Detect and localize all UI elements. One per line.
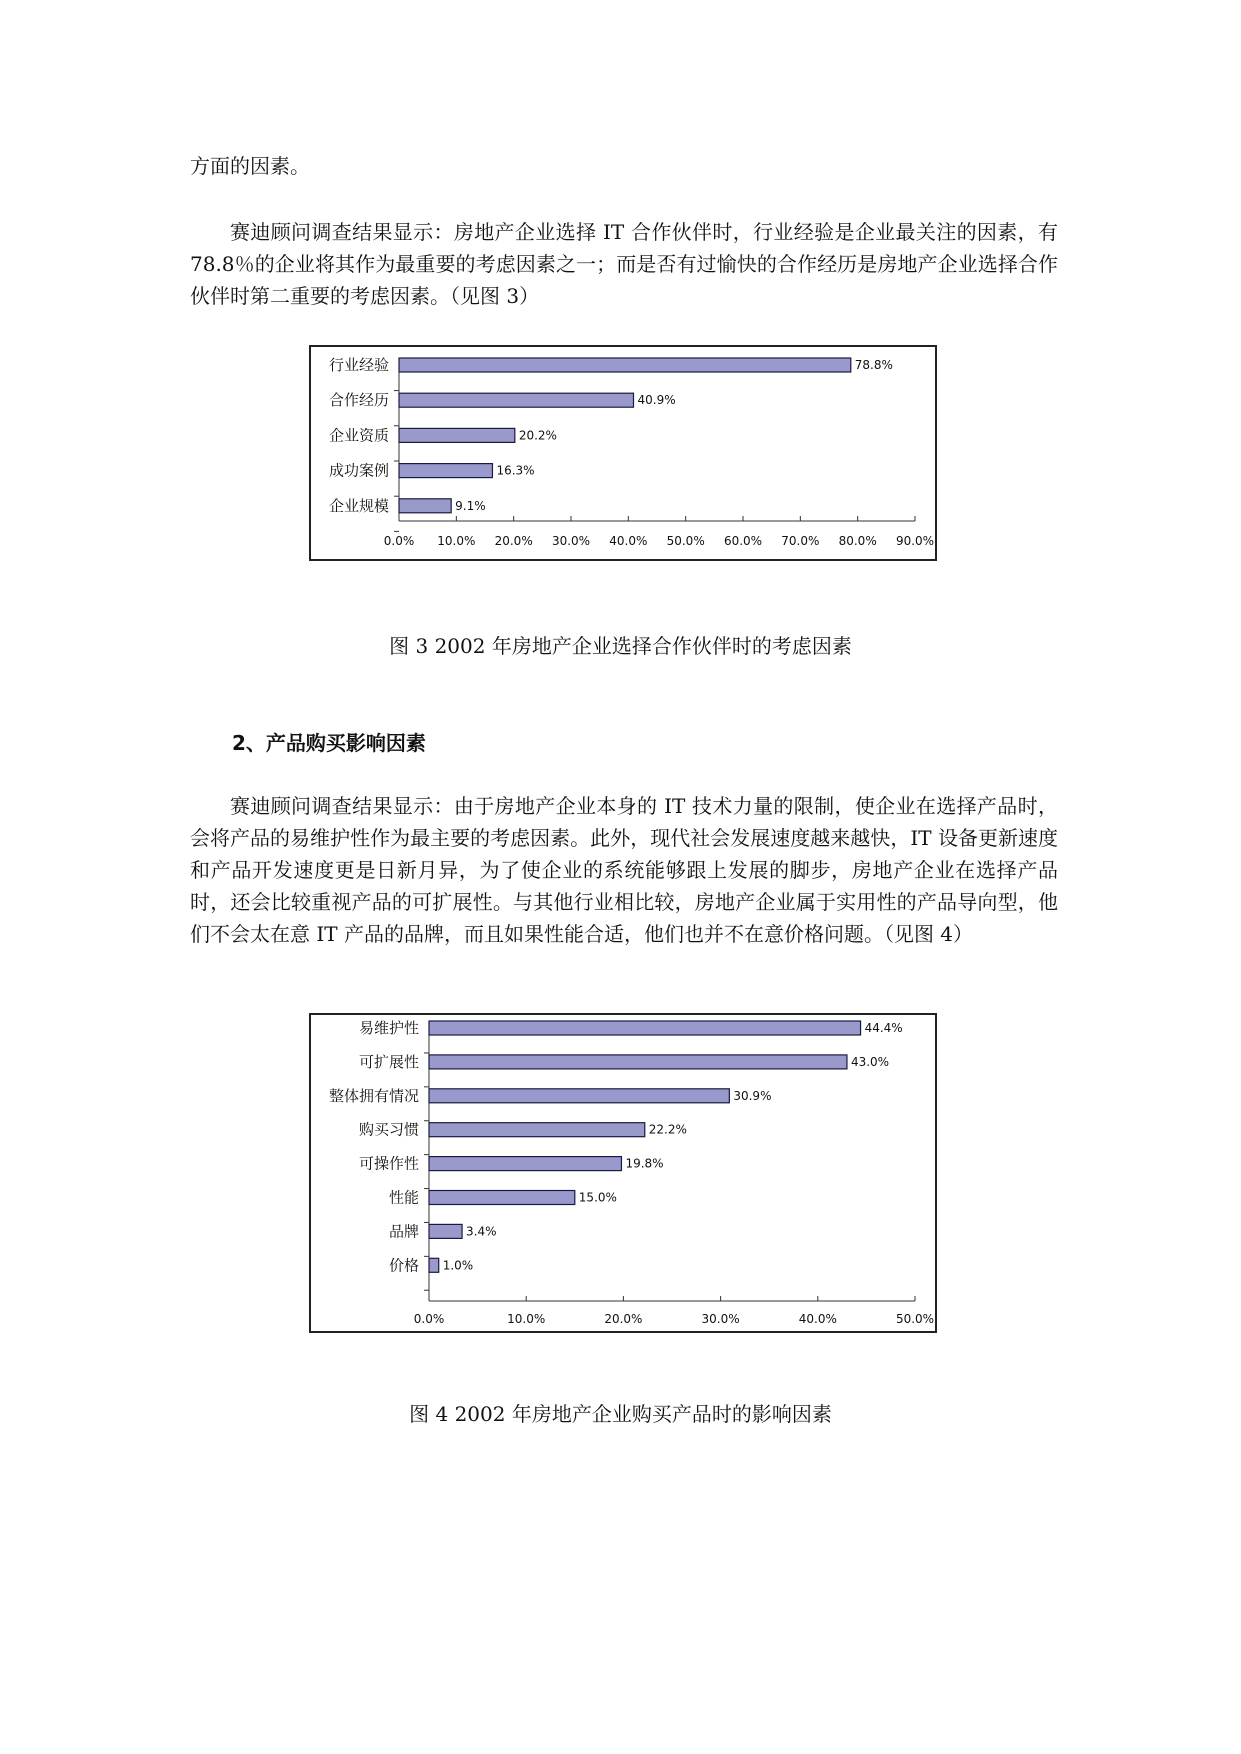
category-label: 购买习惯 [358, 1120, 419, 1139]
data-label: 9.1% [455, 498, 486, 513]
figure-3-caption: 图 3 2002 年房地产企业选择合作伙伴时的考虑因素 [389, 634, 852, 658]
data-label: 78.8% [854, 358, 893, 372]
category-label: 可操作性 [358, 1154, 419, 1173]
bar [399, 464, 492, 478]
x-tick-label: 70.0% [781, 534, 820, 548]
x-tick-label: 50.0% [895, 1312, 935, 1326]
x-tick-label: 30.0% [701, 1312, 740, 1326]
data-label: 40.9% [637, 393, 676, 408]
chart-partner-factors [309, 345, 937, 561]
bar [429, 1157, 621, 1171]
bar [429, 1123, 645, 1137]
x-tick-label: 0.0% [383, 534, 415, 548]
category-label: 可扩展性 [358, 1052, 419, 1071]
bar [429, 1021, 861, 1035]
data-label: 20.2% [518, 428, 557, 443]
bar [429, 1055, 847, 1069]
bar [429, 1089, 729, 1103]
figure-4-caption: 图 4 2002 年房地产企业购买产品时的影响因素 [409, 1402, 832, 1426]
x-tick-label: 50.0% [666, 534, 705, 548]
data-label: 19.8% [625, 1156, 664, 1171]
category-label: 易维护性 [358, 1019, 419, 1037]
x-tick-label: 10.0% [437, 534, 476, 548]
chart-purchase-factors-svg [311, 1015, 935, 1331]
x-tick-label: 30.0% [551, 534, 591, 548]
bar [429, 1224, 462, 1238]
x-tick-label: 20.0% [604, 1312, 643, 1326]
data-label: 15.0% [578, 1190, 617, 1205]
bar [399, 358, 851, 372]
data-label: 30.9% [733, 1088, 772, 1103]
bar [399, 393, 633, 407]
paragraph-partner-survey: 赛迪顾问调查结果显示：房地产企业选择 IT 合作伙伴时，行业经验是企业最关注的因素，有 78.8％的企业将其作为最重要的考虑因素之一；而是否有过愉快的合作经历是房地产企业选择合作伙伴时第二重要的考虑因素。（见图 3） [190, 220, 1058, 308]
data-label: 43.0% [850, 1054, 890, 1069]
paragraph-continuation: 方面的因素。 [190, 154, 310, 178]
data-label: 44.4% [864, 1021, 903, 1035]
category-label: 整体拥有情况 [328, 1086, 419, 1105]
x-tick-label: 20.0% [494, 534, 533, 548]
category-label: 成功案例 [328, 461, 389, 480]
x-tick-label: 60.0% [723, 534, 763, 548]
category-label: 企业资质 [328, 426, 389, 445]
chart-purchase-factors [309, 1013, 937, 1333]
chart-partner-factors-svg [311, 347, 935, 559]
x-tick-label: 80.0% [838, 534, 877, 548]
x-tick-label: 10.0% [507, 1312, 546, 1326]
x-tick-label: 0.0% [413, 1312, 445, 1326]
bar [399, 499, 451, 513]
bar [399, 428, 515, 442]
bar [429, 1191, 575, 1205]
category-label: 性能 [388, 1188, 419, 1207]
data-label: 3.4% [466, 1224, 497, 1239]
data-label: 22.2% [648, 1122, 687, 1137]
category-label: 合作经历 [328, 391, 389, 410]
paragraph-purchase-survey: 赛迪顾问调查结果显示：由于房地产企业本身的 IT 技术力量的限制，使企业在选择产品时，会将产品的易维护性作为最主要的考虑因素。此外，现代社会发展速度越来越快，IT 设备更新速度和产品开发速度更是日新月异，为了使企业的系统能够跟上发展的脚步，房地产企业在选择产品时，还会比较重视产品的可扩展性。与其他行业相比较，房地产企业属于实用性的产品导向型，他们不会太在意 IT 产品的品牌，而且如果性能合适，他们也并不在意价格问题。（见图 4） [190, 794, 1058, 946]
bar [429, 1258, 439, 1272]
x-tick-label: 40.0% [609, 534, 648, 548]
section-heading: 2、产品购买影响因素 [232, 731, 426, 755]
category-label: 价格 [388, 1256, 419, 1275]
category-label: 行业经验 [328, 356, 389, 374]
category-label: 企业规模 [328, 496, 389, 515]
data-label: 1.0% [442, 1258, 474, 1273]
category-label: 品牌 [388, 1222, 419, 1241]
x-tick-label: 40.0% [798, 1312, 837, 1326]
data-label: 16.3% [496, 463, 535, 478]
x-tick-label: 90.0% [895, 534, 935, 548]
